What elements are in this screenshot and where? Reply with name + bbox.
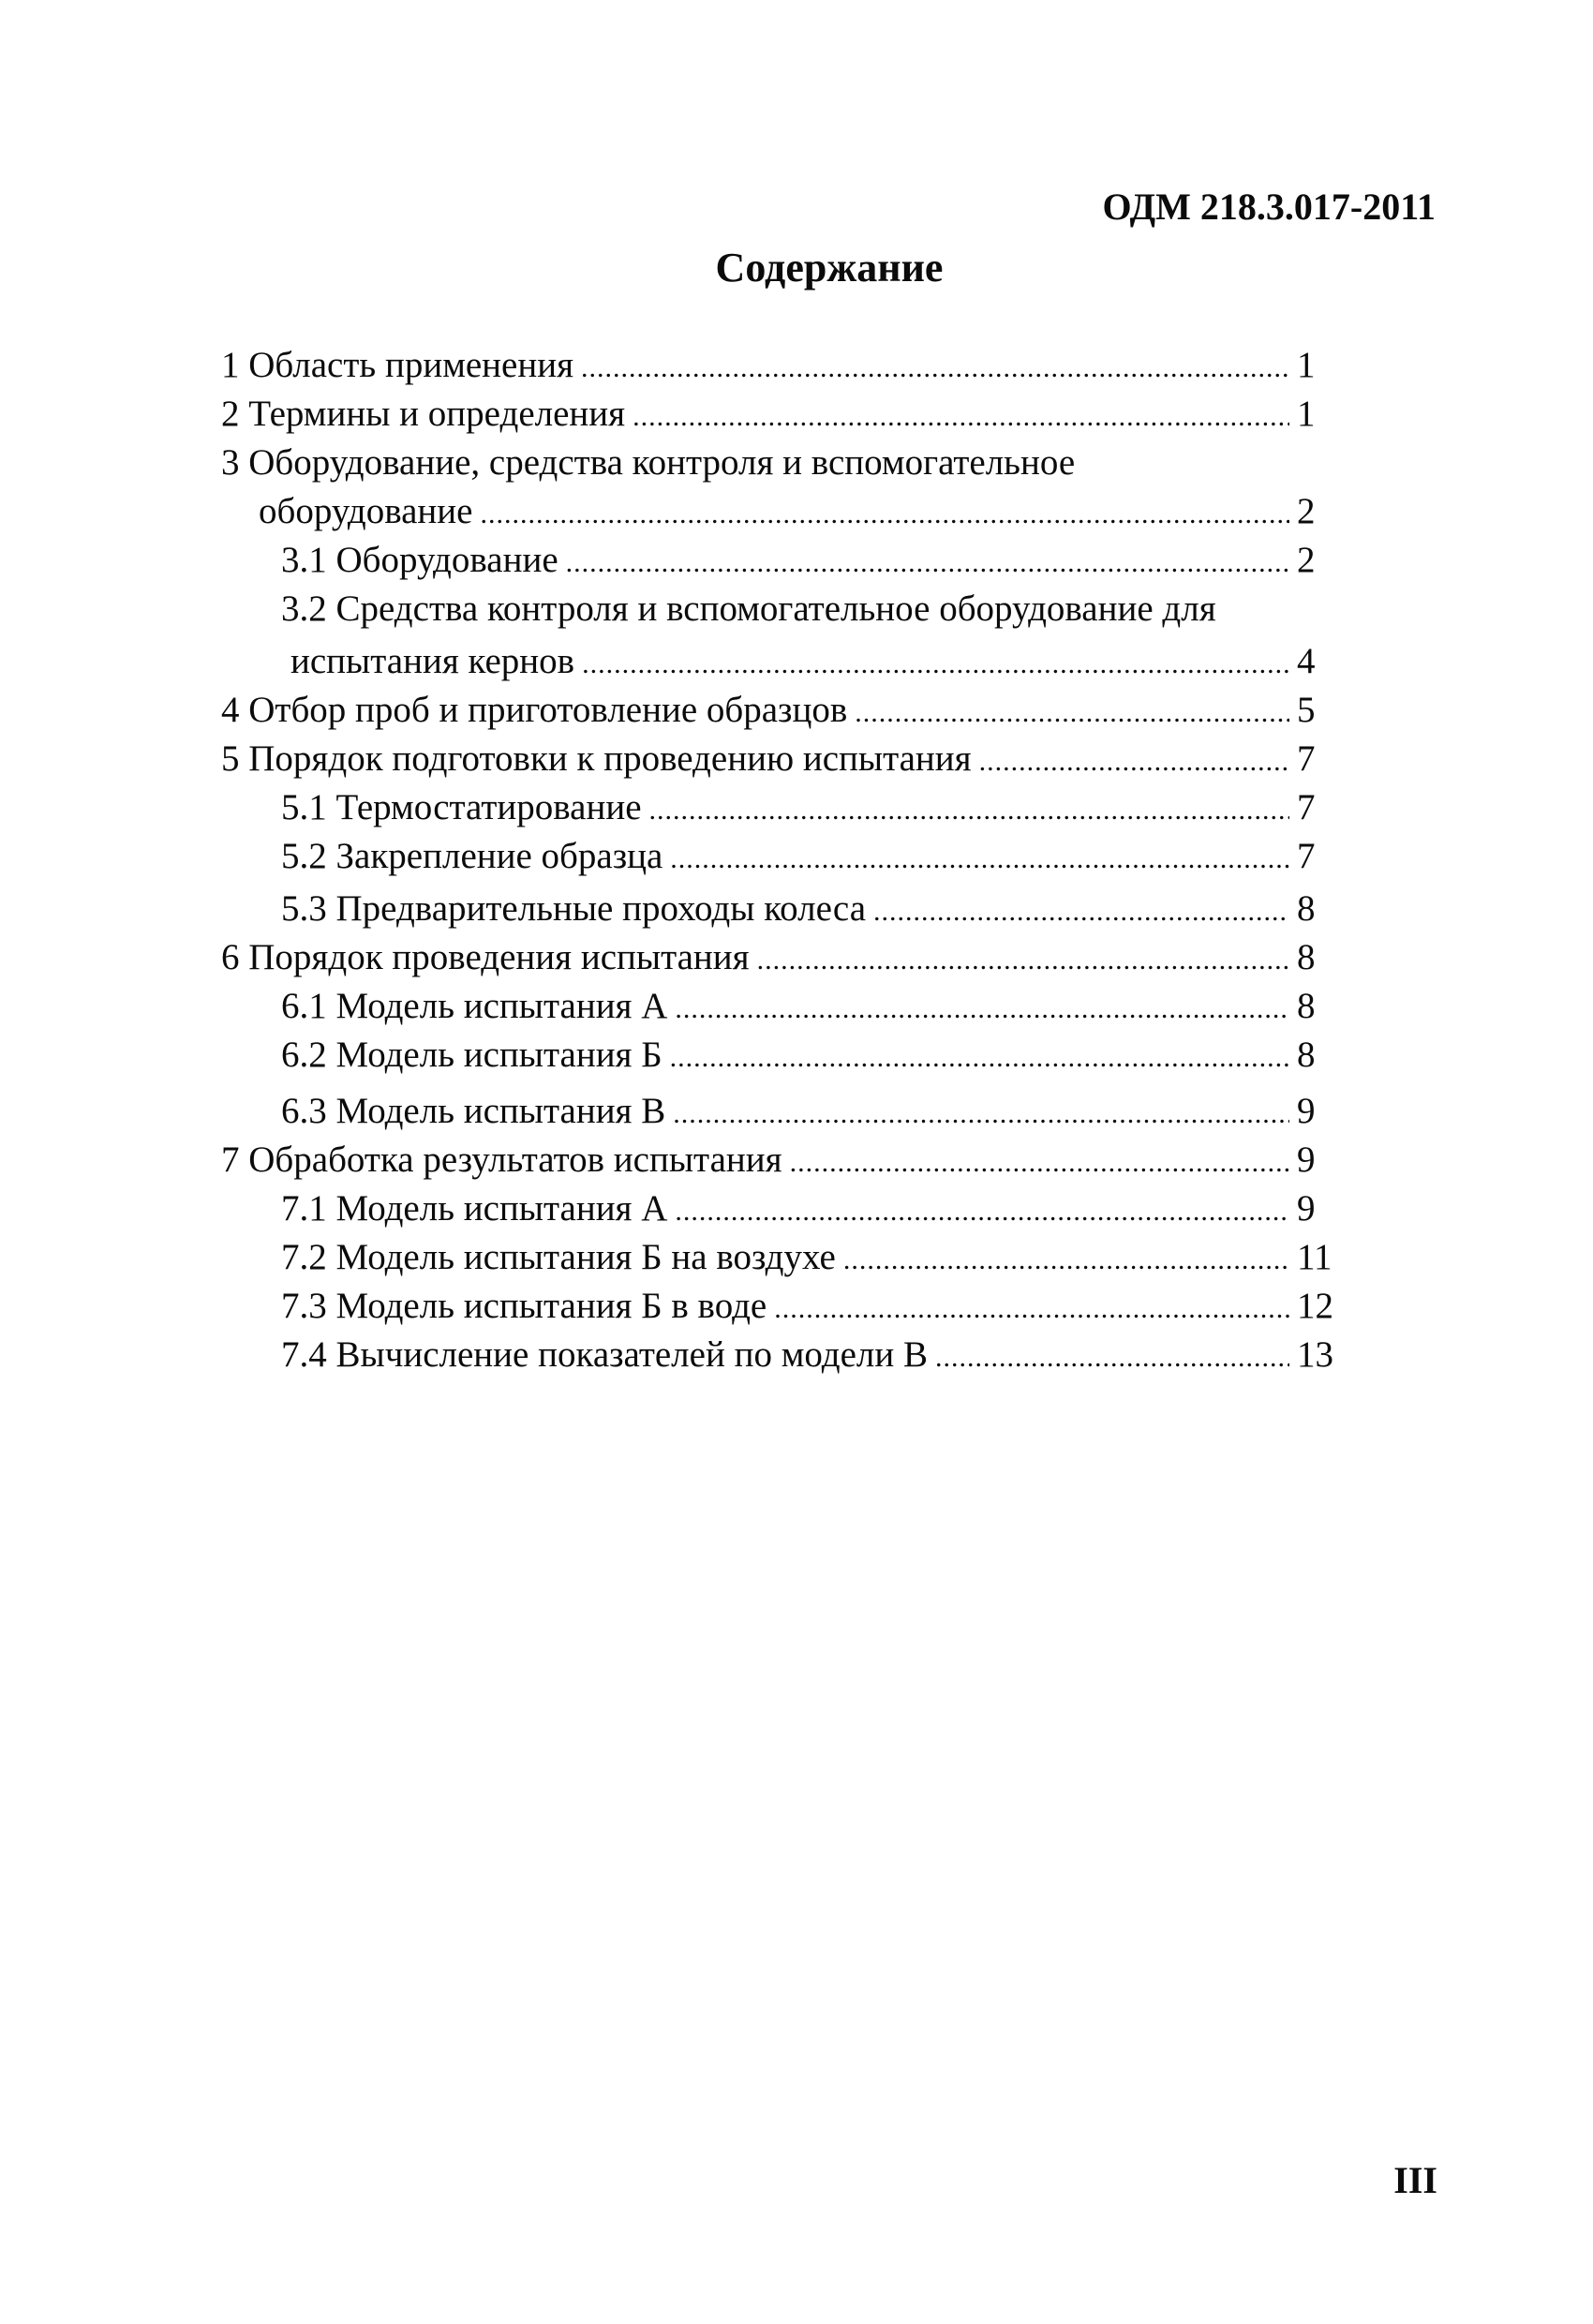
toc-entry-page: 12 — [1297, 1286, 1333, 1326]
toc-entry-title: 5 Порядок подготовки к проведению испытания — [221, 738, 972, 779]
dot-leader — [873, 887, 1289, 936]
toc-entry-title: 3.1 Оборудование — [281, 540, 558, 580]
document-code: ОДМ 218.3.017-2011 — [1102, 186, 1436, 228]
toc-subentry[interactable] — [221, 585, 1346, 633]
toc-subentry[interactable] — [221, 1031, 1346, 1080]
toc-entry-title: 6 Порядок проведения испытания — [221, 937, 750, 977]
page-title: Содержание — [715, 245, 944, 290]
toc-entry[interactable] — [221, 686, 1346, 735]
dot-leader — [633, 393, 1289, 441]
dot-leader — [566, 539, 1289, 588]
toc-subentry[interactable] — [221, 1331, 1346, 1379]
toc-entry[interactable] — [221, 1136, 1346, 1184]
toc-entry-title: 6.1 Модель испытания А — [281, 986, 668, 1026]
toc-entry-page: 11 — [1297, 1237, 1332, 1277]
dot-leader — [480, 490, 1289, 539]
toc-entry-page: 1 — [1297, 345, 1316, 385]
toc-entry-page: 7 — [1297, 738, 1316, 779]
toc-entry-title: 4 Отбор проб и приготовление образцов — [221, 690, 848, 730]
toc-entry-title: 2 Термины и определения — [221, 394, 626, 434]
dot-leader — [581, 344, 1289, 393]
toc-entry-page: 4 — [1297, 641, 1316, 681]
toc-entry-page: 2 — [1297, 540, 1316, 580]
toc-entry-title: 7.2 Модель испытания Б на воздухе — [281, 1237, 836, 1277]
toc-entry-title: испытания кернов — [290, 641, 575, 681]
toc-entry-page: 9 — [1297, 1188, 1316, 1229]
dot-leader — [675, 985, 1289, 1034]
toc-entry-page: 8 — [1297, 888, 1316, 929]
toc-entry-page: 1 — [1297, 394, 1316, 434]
toc-entry-title: оборудование — [259, 491, 473, 531]
toc-entry-page: 2 — [1297, 491, 1316, 531]
toc-entry-title: 6.3 Модель испытания В — [281, 1091, 666, 1131]
toc-subentry-continuation[interactable] — [221, 637, 1346, 686]
toc-subentry[interactable] — [221, 1233, 1346, 1282]
dot-leader — [757, 936, 1289, 985]
dot-leader — [843, 1236, 1289, 1285]
dot-leader — [774, 1285, 1289, 1333]
toc-entry-page: 5 — [1297, 690, 1316, 730]
toc-entry-continuation[interactable] — [221, 487, 1346, 536]
toc-entry[interactable] — [221, 439, 1346, 487]
toc-subentry[interactable] — [221, 982, 1346, 1031]
toc-entry[interactable] — [221, 735, 1346, 783]
toc-entry[interactable] — [221, 390, 1346, 439]
dot-leader — [670, 835, 1289, 884]
dot-leader — [649, 786, 1289, 835]
toc-entry-page: 8 — [1297, 1035, 1316, 1075]
toc-entry-title: 1 Область применения — [221, 345, 574, 385]
toc-entry-title: 3 Оборудование, средства контроля и вспомогательное — [221, 442, 1076, 483]
toc-entry-page: 7 — [1297, 836, 1316, 876]
toc-entry-page: 13 — [1297, 1334, 1333, 1375]
dot-leader — [855, 689, 1289, 737]
toc-entry-title: 7.1 Модель испытания А — [281, 1188, 668, 1229]
dot-leader — [582, 640, 1289, 689]
toc-entry-page: 9 — [1297, 1091, 1316, 1131]
toc-subentry[interactable] — [221, 1184, 1346, 1233]
toc-entry-title: 5.1 Термостатирование — [281, 787, 642, 827]
dot-leader — [675, 1187, 1289, 1236]
toc-entry-title: 5.3 Предварительные проходы колеса — [281, 888, 866, 929]
toc-subentry[interactable] — [221, 885, 1346, 933]
toc-entry-title: 5.2 Закрепление образца — [281, 836, 663, 876]
table-of-contents — [221, 341, 1346, 1379]
toc-entry-page: 8 — [1297, 986, 1316, 1026]
dot-leader — [979, 737, 1289, 786]
toc-subentry[interactable] — [221, 536, 1346, 585]
toc-entry[interactable] — [221, 341, 1346, 390]
dot-leader — [670, 1034, 1289, 1082]
toc-entry-title: 7 Обработка результатов испытания — [221, 1140, 782, 1180]
toc-entry-title: 6.2 Модель испытания Б — [281, 1035, 663, 1075]
toc-entry-page: 9 — [1297, 1140, 1316, 1180]
dot-leader — [673, 1090, 1289, 1139]
page-number: III — [1393, 2159, 1437, 2201]
toc-entry-title: 7.3 Модель испытания Б в воде — [281, 1286, 767, 1326]
toc-subentry[interactable] — [221, 832, 1346, 881]
toc-entry-page: 7 — [1297, 787, 1316, 827]
toc-subentry[interactable] — [221, 1087, 1346, 1136]
toc-entry-title: 7.4 Вычисление показателей по модели В — [281, 1334, 929, 1375]
toc-subentry[interactable] — [221, 1282, 1346, 1331]
toc-subentry[interactable] — [221, 783, 1346, 832]
toc-entry-page: 8 — [1297, 937, 1316, 977]
toc-entry-title: 3.2 Средства контроля и вспомогательное оборудование для — [281, 588, 1216, 629]
dot-leader — [935, 1333, 1289, 1382]
toc-entry[interactable] — [221, 933, 1346, 982]
dot-leader — [790, 1139, 1289, 1187]
